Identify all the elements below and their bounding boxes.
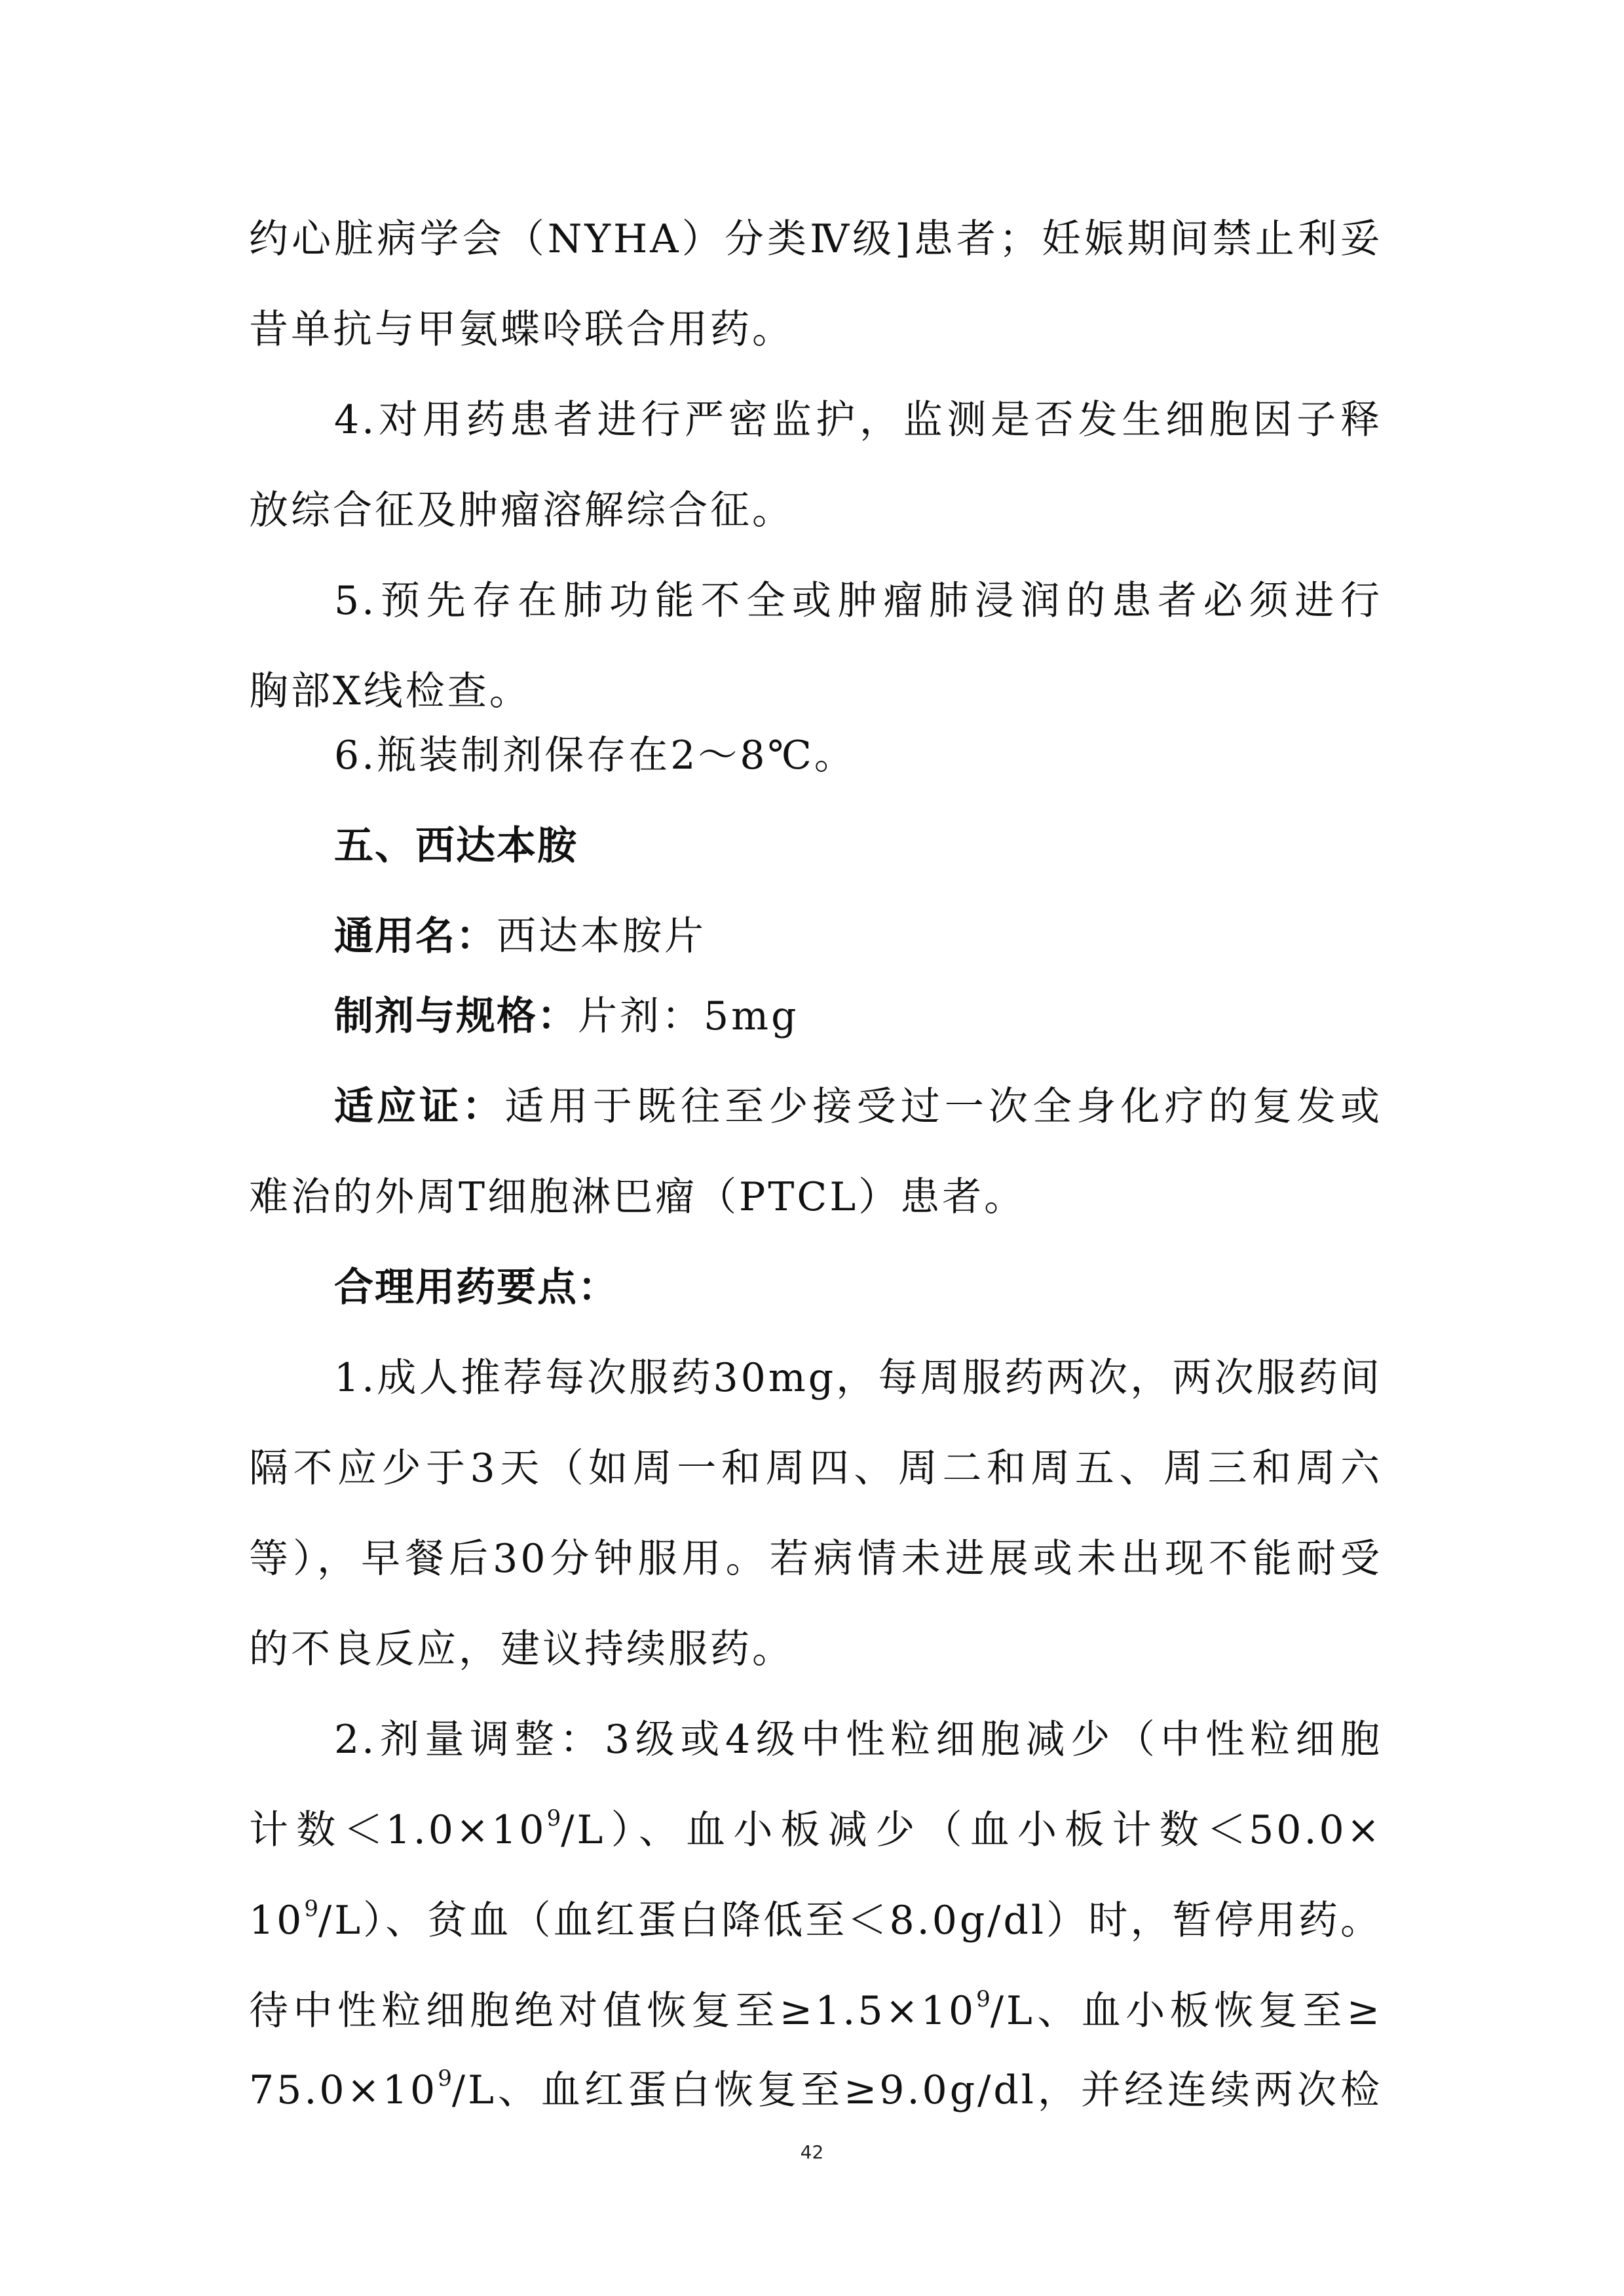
superscript: 9 <box>976 1986 991 2012</box>
text-segment <box>249 1898 1382 1943</box>
indication-value: 适用于既往至少接受过一次全身化疗的复发或 <box>504 1084 1383 1130</box>
formulation-label: 制剂与规格： <box>334 993 578 1039</box>
text-part: /L）、贫血（血红蛋白降低至＜8.0g/dl）时，暂停用药。 <box>318 1898 1382 1943</box>
section-heading: 五、西达本胺 <box>334 823 578 869</box>
list-item-6-line: 6.瓶装制剂保存在2～8℃。 <box>334 733 856 778</box>
text-part: /L、血小板恢复至≥ <box>990 1988 1382 2034</box>
page-number: 42 <box>800 2141 824 2163</box>
text-part: 75.0×10 <box>249 2067 438 2113</box>
list-item-4-line: 放综合征及肿瘤溶解综合征。 <box>249 488 794 533</box>
generic-name-line <box>334 910 706 963</box>
list-item-5-line: 胸部X线检查。 <box>249 668 531 714</box>
indication-line: 难治的外周T细胞淋巴瘤（PTCL）患者。 <box>249 1174 1027 1220</box>
text-segment <box>249 1807 1382 1853</box>
text-segment <box>249 2067 1382 2113</box>
superscript: 9 <box>546 1805 561 1831</box>
list-item-1-line: 等），早餐后30分钟服用。若病情未进展或未出现不能耐受 <box>249 1536 1382 1582</box>
text-segment <box>249 1988 1382 2034</box>
list-item-1-line: 的不良反应，建议持续服药。 <box>249 1626 794 1672</box>
text-part: 待中性粒细胞绝对值恢复至≥1.5×10 <box>249 1988 977 2034</box>
text-part: /L）、血小板减少（血小板计数＜50.0× <box>561 1807 1382 1853</box>
key-points-heading: 合理用药要点： <box>334 1265 618 1311</box>
formulation-line <box>334 990 799 1043</box>
list-item-2-line <box>249 2064 1382 2116</box>
list-item-2-line <box>249 1894 1382 1947</box>
list-item-2-line: 2.剂量调整：3级或4级中性粒细胞减少（中性粒细胞 <box>334 1717 1382 1763</box>
list-item-1-line: 隔不应少于3天（如周一和周四、周二和周五、周三和周六 <box>249 1445 1382 1491</box>
superscript: 9 <box>304 1896 318 1922</box>
list-item-5-line: 5.预先存在肺功能不全或肿瘤肺浸润的患者必须进行 <box>334 578 1382 624</box>
indication-line <box>334 1081 1382 1133</box>
text-part: /L、血红蛋白恢复至≥9.0g/dl，并经连续两次检 <box>451 2067 1382 2113</box>
paragraph-line: 昔单抗与甲氨蝶呤联合用药。 <box>249 307 794 353</box>
formulation-value: 片剂：5mg <box>578 993 799 1039</box>
indication-label: 适应证： <box>334 1084 505 1130</box>
text-part: 计数＜1.0×10 <box>249 1807 547 1853</box>
paragraph-line: 约心脏病学会（NYHA）分类Ⅳ级]患者；妊娠期间禁止利妥 <box>249 216 1382 262</box>
superscript: 9 <box>438 2065 452 2092</box>
list-item-2-line <box>249 1985 1382 2037</box>
list-item-4-line: 4.对用药患者进行严密监护，监测是否发生细胞因子释 <box>334 397 1382 443</box>
generic-name-value: 西达本胺片 <box>497 913 706 959</box>
list-item-2-line <box>249 1804 1382 1856</box>
generic-name-label: 通用名： <box>334 913 497 959</box>
text-part: 10 <box>249 1898 305 1943</box>
list-item-1-line: 1.成人推荐每次服药30mg，每周服药两次，两次服药间 <box>334 1355 1382 1401</box>
